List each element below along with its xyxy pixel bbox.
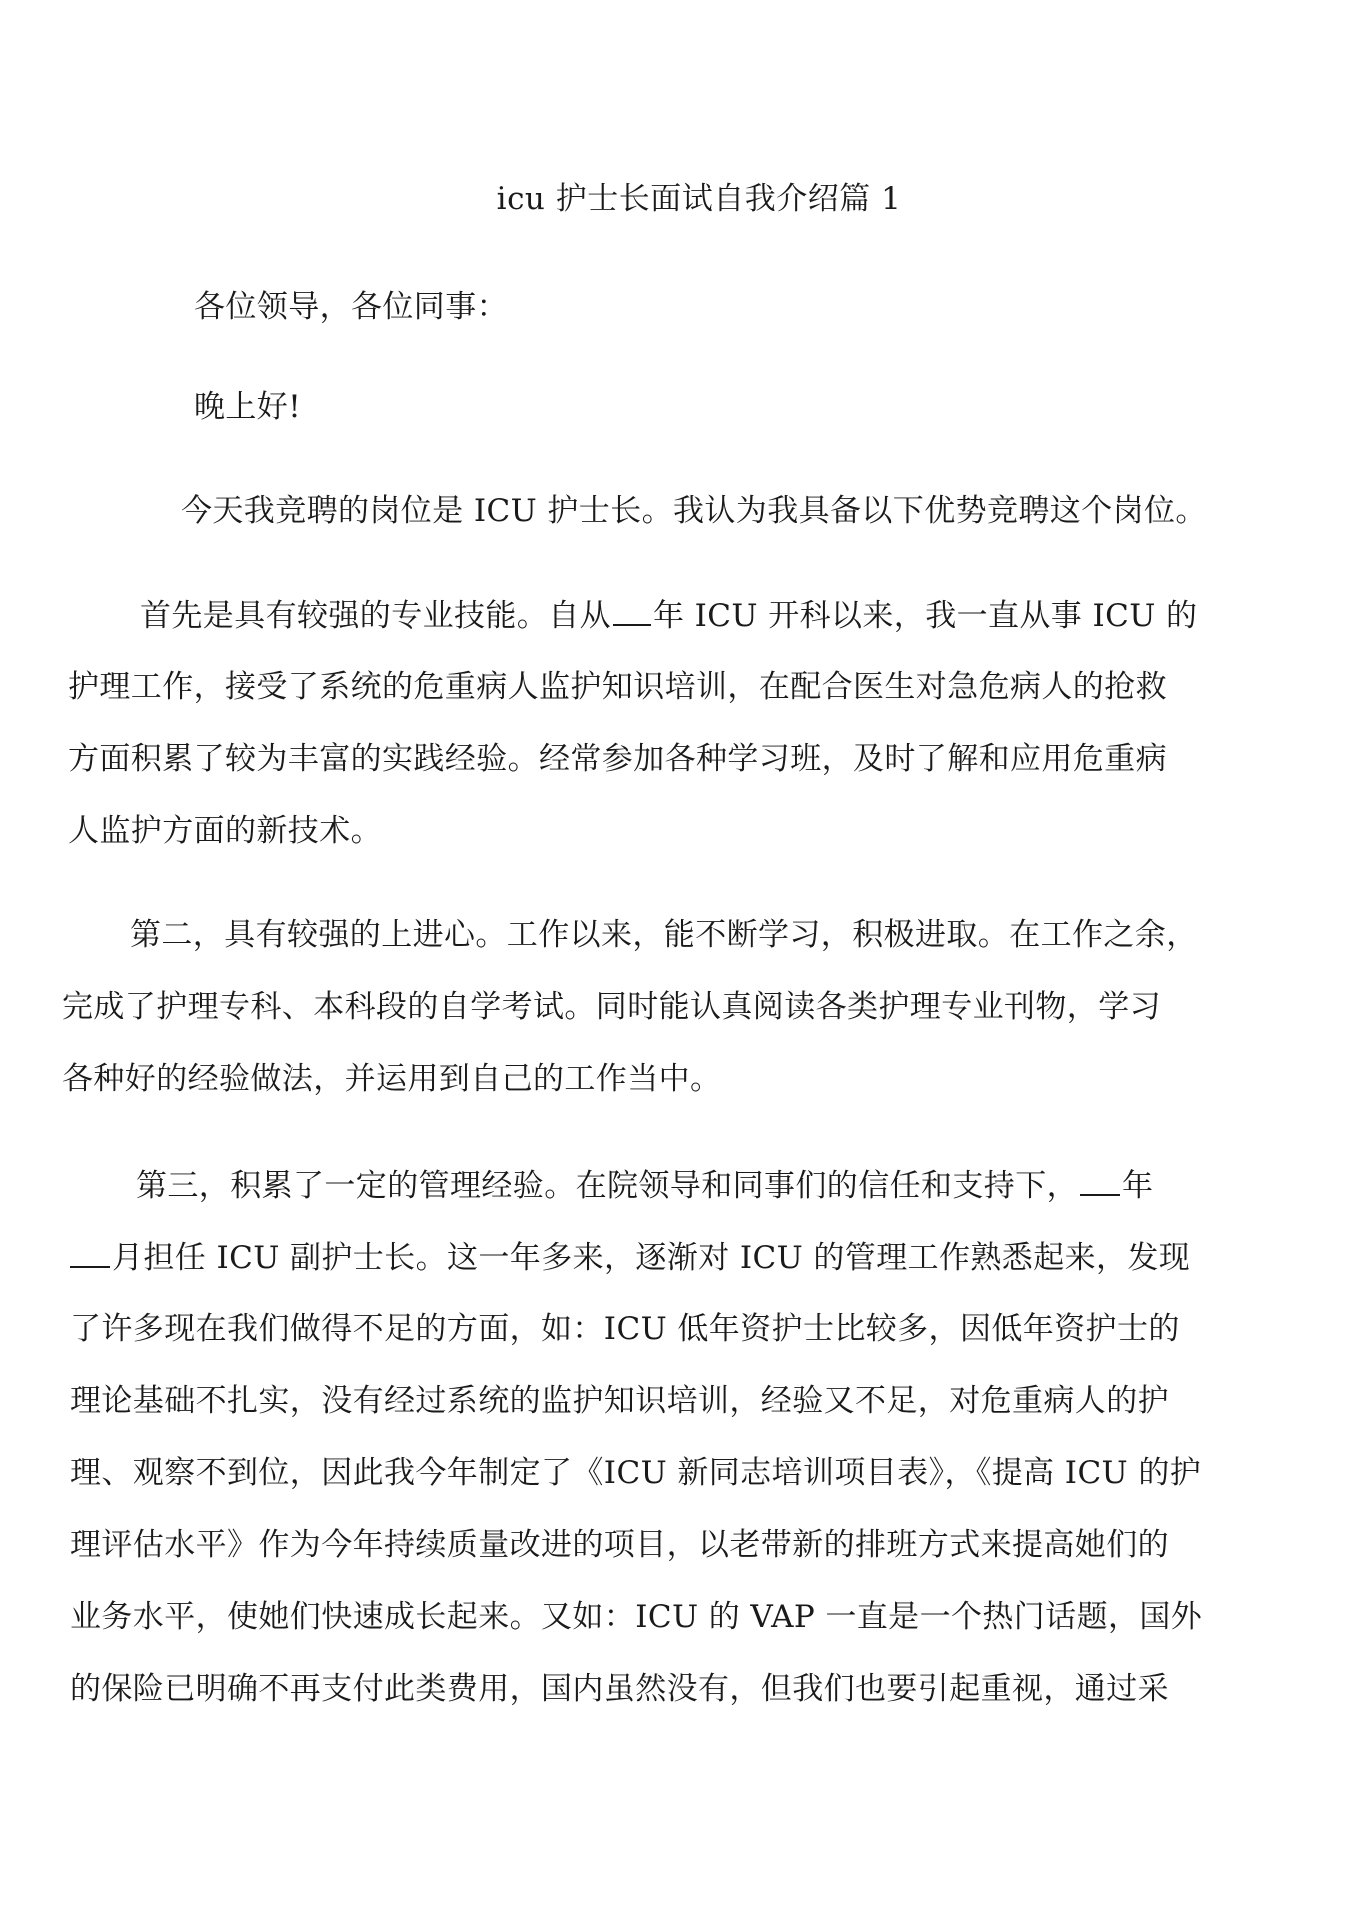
paragraph-1-line-3: 方面积累了较为丰富的实践经验。经常参加各种学习班，及时了解和应用危重病	[68, 741, 1167, 777]
paragraph-3-line-8: 的保险已明确不再支付此类费用，国内虽然没有，但我们也要引起重视，通过采	[70, 1671, 1169, 1707]
paragraph-3-line-3: 了许多现在我们做得不足的方面，如：ICU 低年资护士比较多，因低年资护士的	[70, 1311, 1180, 1347]
paragraph-2-line-3: 各种好的经验做法，并运用到自己的工作当中。	[62, 1061, 722, 1097]
paragraph-1-line-1	[140, 594, 1197, 637]
paragraph-3-line-2-end: 月担任 ICU 副护士长。这一年多来，逐渐对 ICU 的管理工作熟悉起来，发现	[112, 1240, 1191, 1276]
paragraph-3-line-7: 业务水平，使她们快速成长起来。又如：ICU 的 VAP 一直是一个热门话题，国外	[70, 1599, 1203, 1635]
document-title: icu 护士长面试自我介绍篇 1	[496, 181, 902, 217]
paragraph-1-line-2: 护理工作，接受了系统的危重病人监护知识培训，在配合医生对急危病人的抢救	[68, 669, 1167, 705]
salutation: 各位领导，各位同事：	[194, 289, 508, 325]
month-blank	[70, 1236, 110, 1268]
paragraph-3-line-5: 理、观察不到位，因此我今年制定了《ICU 新同志培训项目表》，《提高 ICU 的护	[70, 1455, 1202, 1491]
paragraph-3-line-1	[136, 1164, 1153, 1207]
paragraph-2-line-1: 第二，具有较强的上进心。工作以来，能不断学习，积极进取。在工作之余，	[130, 917, 1198, 953]
paragraph-1-line-4: 人监护方面的新技术。	[68, 813, 382, 849]
paragraph-1-line-1-start: 首先是具有较强的专业技能。自从	[140, 598, 611, 634]
year-blank	[613, 594, 651, 626]
paragraph-1-line-1-end: 年 ICU 开科以来，我一直从事 ICU 的	[653, 598, 1198, 634]
paragraph-3-line-6: 理评估水平》作为今年持续质量改进的项目，以老带新的排班方式来提高她们的	[70, 1527, 1169, 1563]
year-blank	[1080, 1164, 1120, 1196]
paragraph-3-line-1-end: 年	[1122, 1168, 1154, 1204]
paragraph-3-line-4: 理论基础不扎实，没有经过系统的监护知识培训，经验又不足，对危重病人的护	[70, 1383, 1169, 1419]
paragraph-3-line-1-start: 第三，积累了一定的管理经验。在院领导和同事们的信任和支持下，	[136, 1168, 1078, 1204]
greeting: 晚上好!	[194, 389, 302, 425]
paragraph-3-line-2	[70, 1236, 1190, 1279]
intro-paragraph: 今天我竞聘的岗位是 ICU 护士长。我认为我具备以下优势竞聘这个岗位。	[181, 493, 1207, 529]
paragraph-2-line-2: 完成了护理专科、本科段的自学考试。同时能认真阅读各类护理专业刊物，学习	[62, 989, 1161, 1025]
